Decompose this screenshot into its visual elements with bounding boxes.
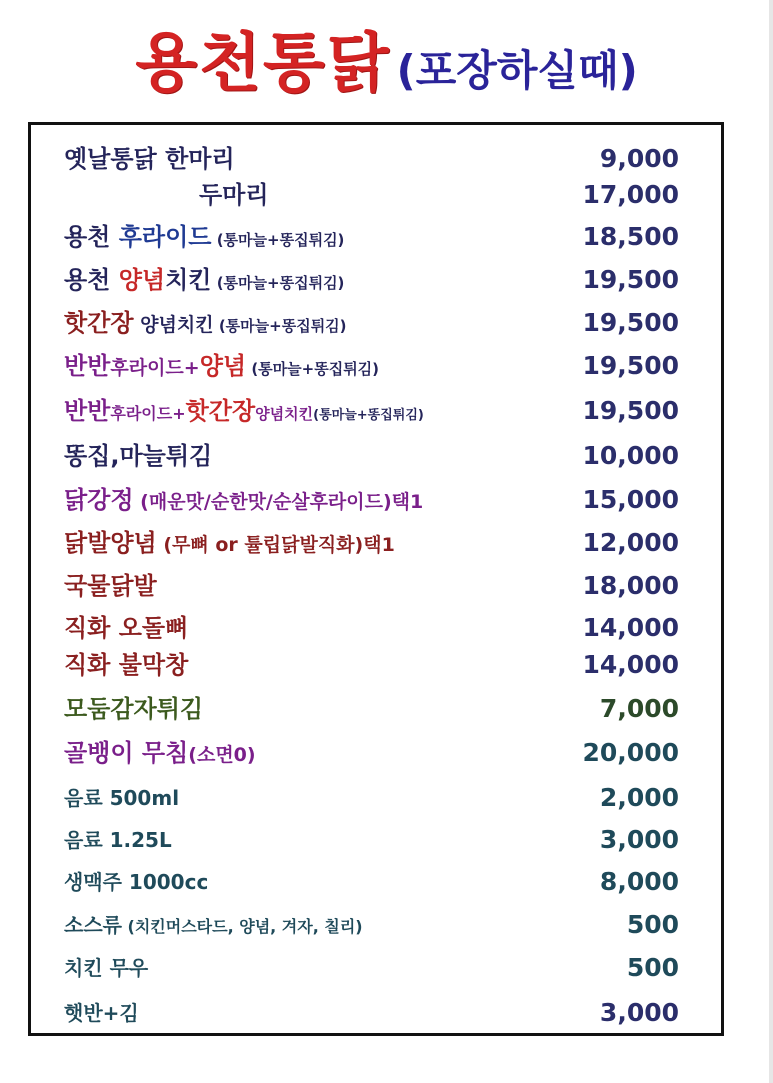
menu-item-price: 2,000	[599, 783, 679, 812]
menu-item-pickled-radish	[31, 950, 721, 986]
menu-item-name: 음료 1.25L	[64, 828, 172, 852]
menu-item-name: 닭강정 (매운맛/순한맛/순살후라이드)택1	[64, 486, 424, 514]
menu-item-price: 8,000	[599, 867, 679, 896]
menu-item-old-fashioned-chicken-two	[31, 177, 721, 213]
menu-item-name: 소스류 (치킨머스타드, 양념, 겨자, 칠리)	[64, 913, 363, 937]
menu-item-price: 19,500	[582, 396, 679, 425]
menu-item-half-fried-half-seasoned	[31, 348, 721, 384]
menu-item-note: (매운맛/순한맛/순살후라이드)택1	[133, 491, 424, 513]
menu-item-price: 18,500	[582, 222, 679, 251]
menu-item-name: 용천 후라이드 (통마늘+똥집튀김)	[64, 223, 345, 251]
menu-item-name: 국물닭발	[64, 572, 157, 600]
menu-item-sauces	[31, 907, 721, 943]
page-title: 용천통닭	[135, 27, 391, 101]
menu-item-name: 똥집,마늘튀김	[64, 442, 213, 470]
menu-item-price: 17,000	[582, 180, 679, 209]
menu-item-price: 15,000	[582, 485, 679, 514]
menu-item-grilled-cartilage	[31, 610, 721, 646]
menu-item-price: 10,000	[582, 441, 679, 470]
menu-item-name: 골뱅이 무침(소면0)	[64, 739, 256, 767]
menu-item-price: 7,000	[599, 694, 679, 723]
menu-item-note: (무뼈 or 튤립닭발직화)택1	[156, 534, 395, 556]
menu-item-price: 3,000	[599, 825, 679, 854]
menu-item-note: (통마늘+똥집튀김)	[211, 231, 345, 249]
menu-item-whelk-salad	[31, 735, 721, 771]
menu-item-name: 햇반+김	[64, 1001, 139, 1025]
menu-item-drink-1-25l	[31, 822, 721, 858]
menu-item-price: 18,000	[582, 571, 679, 600]
menu-item-assorted-fries	[31, 691, 721, 727]
menu-item-note: (치킨머스타드, 양념, 겨자, 칠리)	[121, 917, 363, 936]
menu-item-name: 핫간장 양념치킨 (통마늘+똥집튀김)	[64, 309, 347, 337]
page-edge	[769, 0, 773, 1083]
page-subtitle: (포장하실때)	[396, 46, 638, 95]
menu-item-price: 20,000	[582, 738, 679, 767]
menu-item-name: 옛날통닭 한마리	[64, 145, 235, 173]
menu-item-rice-seaweed	[31, 995, 721, 1031]
menu-item-seasoned-chicken	[31, 262, 721, 298]
menu-item-price: 3,000	[599, 998, 679, 1027]
menu-item-note: (소면0)	[188, 744, 256, 766]
menu-item-price: 19,500	[582, 265, 679, 294]
menu-board	[28, 122, 724, 1036]
menu-item-name: 직화 불막창	[64, 651, 189, 679]
menu-item-price: 19,500	[582, 351, 679, 380]
menu-item-name: 반반후라이드+양념 (통마늘+똥집튀김)	[64, 352, 380, 380]
menu-item-name: 음료 500ml	[64, 786, 180, 810]
menu-item-name: 용천 양념치킨 (통마늘+똥집튀김)	[64, 266, 345, 294]
menu-item-seasoned-feet	[31, 525, 721, 561]
menu-item-price: 500	[626, 953, 679, 982]
menu-item-price: 500	[626, 910, 679, 939]
menu-item-dakgangjeong	[31, 482, 721, 518]
menu-item-grilled-intestine	[31, 647, 721, 683]
menu-item-price: 12,000	[582, 528, 679, 557]
menu-header	[0, 14, 773, 114]
menu-item-drink-500ml	[31, 780, 721, 816]
menu-list	[31, 125, 721, 1033]
menu-item-name: 반반후라이드+핫간장양념치킨(통마늘+똥집튀김)	[64, 397, 424, 425]
menu-item-name: 모둠감자튀김	[64, 695, 204, 723]
menu-item-name: 닭발양념 (무뼈 or 튤립닭발직화)택1	[64, 529, 395, 557]
menu-item-note: (통마늘+똥집튀김)	[313, 408, 424, 423]
menu-item-name: 직화 오돌뼈	[64, 614, 189, 642]
menu-item-fried-chicken	[31, 219, 721, 255]
menu-item-name: 생맥주 1000cc	[64, 870, 209, 894]
menu-item-name: 치킨 무우	[64, 956, 149, 980]
menu-item-draft-beer	[31, 864, 721, 900]
menu-item-hot-soy-chicken	[31, 305, 721, 341]
menu-item-half-fried-half-hot-soy	[31, 393, 721, 429]
menu-item-price: 14,000	[582, 650, 679, 679]
menu-item-note: (통마늘+똥집튀김)	[213, 317, 347, 335]
menu-item-note: (통마늘+똥집튀김)	[246, 360, 380, 378]
menu-item-gizzard-garlic-fries	[31, 438, 721, 474]
menu-item-old-fashioned-chicken-one	[31, 141, 721, 177]
menu-item-chicken-feet-soup	[31, 568, 721, 604]
menu-item-price: 14,000	[582, 613, 679, 642]
menu-item-price: 9,000	[599, 144, 679, 173]
menu-item-note: (통마늘+똥집튀김)	[211, 274, 345, 292]
menu-item-name: 두마리	[199, 181, 269, 209]
menu-item-price: 19,500	[582, 308, 679, 337]
